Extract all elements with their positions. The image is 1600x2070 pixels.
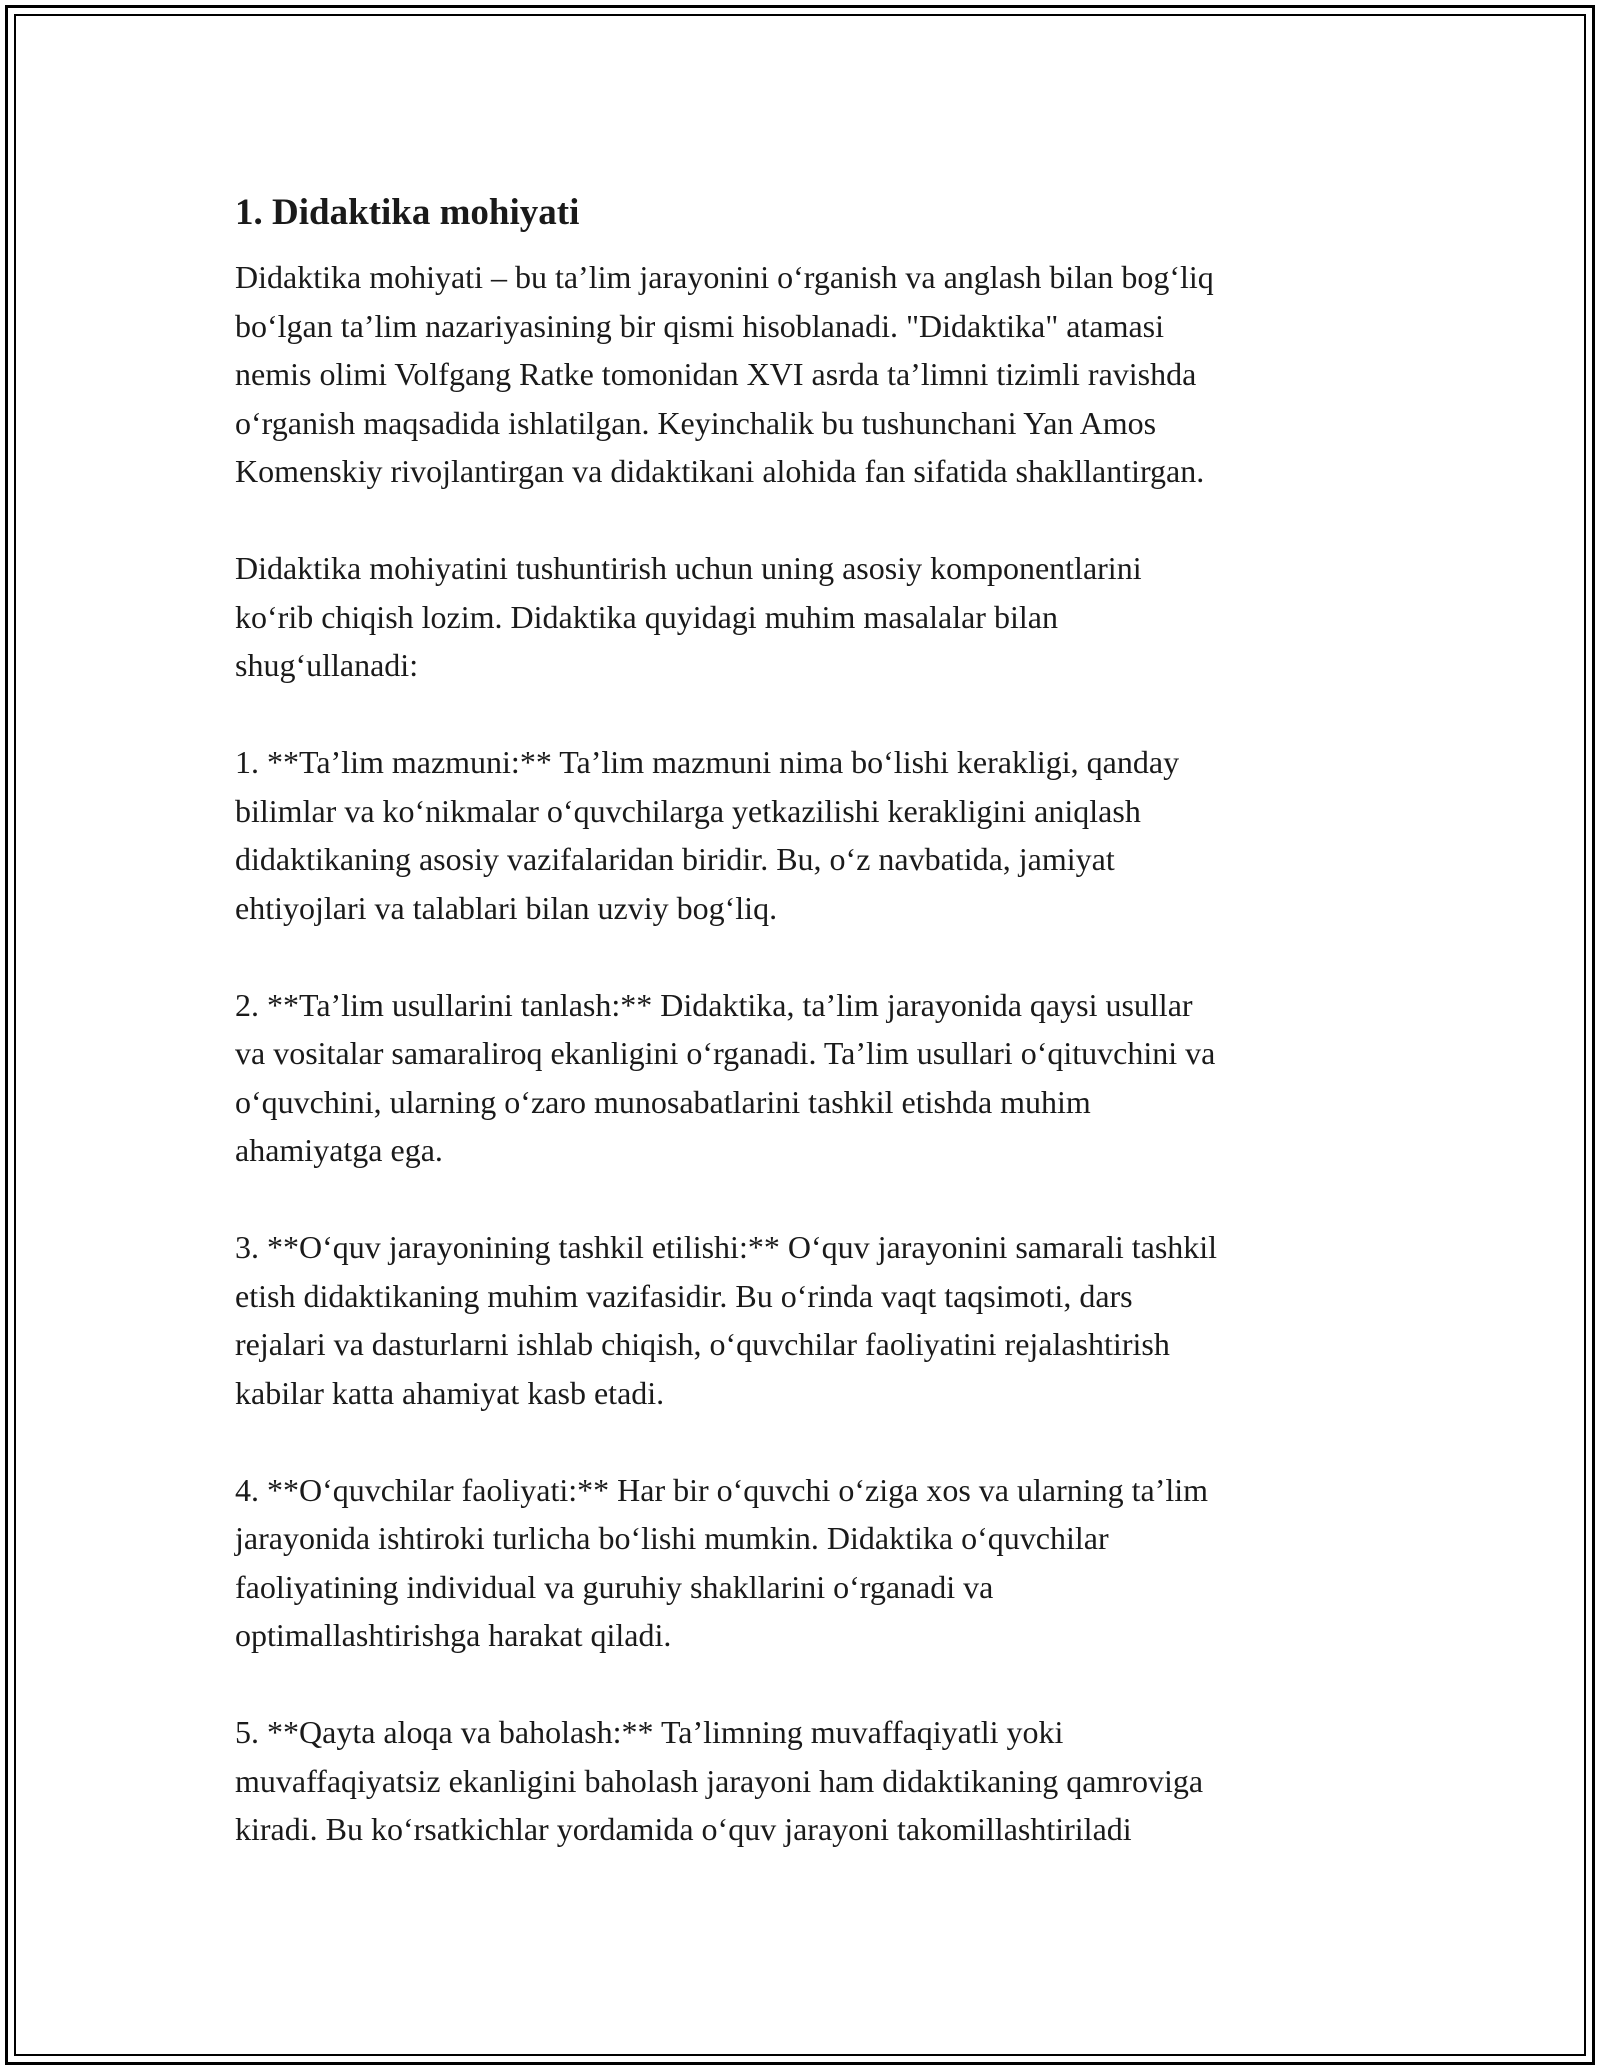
text-line: shug‘ullanadi: xyxy=(235,647,419,683)
text-line: va vositalar samaraliroq ekanligini o‘rganadi. Ta’lim usullari o‘qituvchini va xyxy=(235,1035,1216,1071)
text-line: bilimlar va ko‘nikmalar o‘quvchilarga yetkazilishi kerakligini aniqlash xyxy=(235,792,1141,829)
text-line: o‘quvchini, ularning o‘zaro munosabatlarini tashkil etishda muhim xyxy=(235,1083,1091,1120)
text-line: 3. **O‘quv jarayonining tashkil etilishi:** O‘quv jarayonini samarali tashkil xyxy=(235,1229,1218,1265)
text-line: Didaktika mohiyatini tushuntirish uchun uning asosiy komponentlarini xyxy=(235,550,1142,586)
text-line: kabilar katta ahamiyat kasb etadi. xyxy=(235,1374,665,1411)
text-line: bo‘lgan ta’lim nazariyasining bir qismi hisoblanadi. "Didaktika" atamasi xyxy=(235,307,1165,344)
text-line: faoliyatining individual va guruhiy shakllarini o‘rganadi va xyxy=(235,1568,994,1605)
paragraph-item-4 xyxy=(235,1466,1375,1660)
paragraph-item-3 xyxy=(235,1223,1375,1417)
text-line: didaktikaning asosiy vazifalaridan biridir. Bu, o‘z navbatida, jamiyat xyxy=(235,841,1115,877)
document-body xyxy=(235,185,1375,1902)
text-line: Didaktika mohiyati – bu ta’lim jarayonini o‘rganish va anglash bilan bog‘liq xyxy=(235,259,1214,295)
text-line: 2. **Ta’lim usullarini tanlash:** Didaktika, ta’lim jarayonida qaysi usullar xyxy=(235,986,1193,1023)
document-title: 1. Didaktika mohiyati xyxy=(235,192,580,233)
paragraph-item-1 xyxy=(235,738,1375,932)
text-line: jarayonida ishtiroki turlicha bo‘lishi mumkin. Didaktika o‘quvchilar xyxy=(235,1520,1109,1556)
text-line: etish didaktikaning muhim vazifasidir. Bu o‘rinda vaqt taqsimoti, dars xyxy=(235,1277,1133,1314)
text-line: Komenskiy rivojlantirgan va didaktikani alohida fan sifatida shakllantirgan. xyxy=(235,453,1205,489)
text-line: 4. **O‘quvchilar faoliyati:** Har bir o‘quvchi o‘ziga xos va ularning ta’lim xyxy=(235,1471,1209,1508)
text-line: 5. **Qayta aloqa va baholash:** Ta’limning muvaffaqiyatli yoki xyxy=(235,1714,1064,1750)
paragraph-intro xyxy=(235,253,1375,496)
paragraph-item-5 xyxy=(235,1708,1375,1854)
text-line: 1. **Ta’lim mazmuni:** Ta’lim mazmuni nima bo‘lishi kerakligi, qanday xyxy=(235,744,1180,780)
text-line: kiradi. Bu ko‘rsatkichlar yordamida o‘quv jarayoni takomillashtiriladi xyxy=(235,1811,1132,1847)
text-line: ahamiyatga ega. xyxy=(235,1132,443,1168)
text-line: ko‘rib chiqish lozim. Didaktika quyidagi muhim masalalar bilan xyxy=(235,598,1058,635)
text-line: ehtiyojlari va talablari bilan uzviy bog‘liq. xyxy=(235,889,778,926)
text-line: rejalari va dasturlarni ishlab chiqish, o‘quvchilar faoliyatini rejalashtirish xyxy=(235,1326,1170,1362)
text-line: muvaffaqiyatsiz ekanligini baholash jarayoni ham didaktikaning qamroviga xyxy=(235,1762,1204,1799)
paragraph-item-2 xyxy=(235,981,1375,1175)
paragraph-components xyxy=(235,544,1375,690)
text-line: o‘rganish maqsadida ishlatilgan. Keyinchalik bu tushunchani Yan Amos xyxy=(235,404,1157,441)
text-line: nemis olimi Volfgang Ratke tomonidan XVI asrda ta’limni tizimli ravishda xyxy=(235,356,1197,392)
text-line: optimallashtirishga harakat qiladi. xyxy=(235,1617,672,1653)
